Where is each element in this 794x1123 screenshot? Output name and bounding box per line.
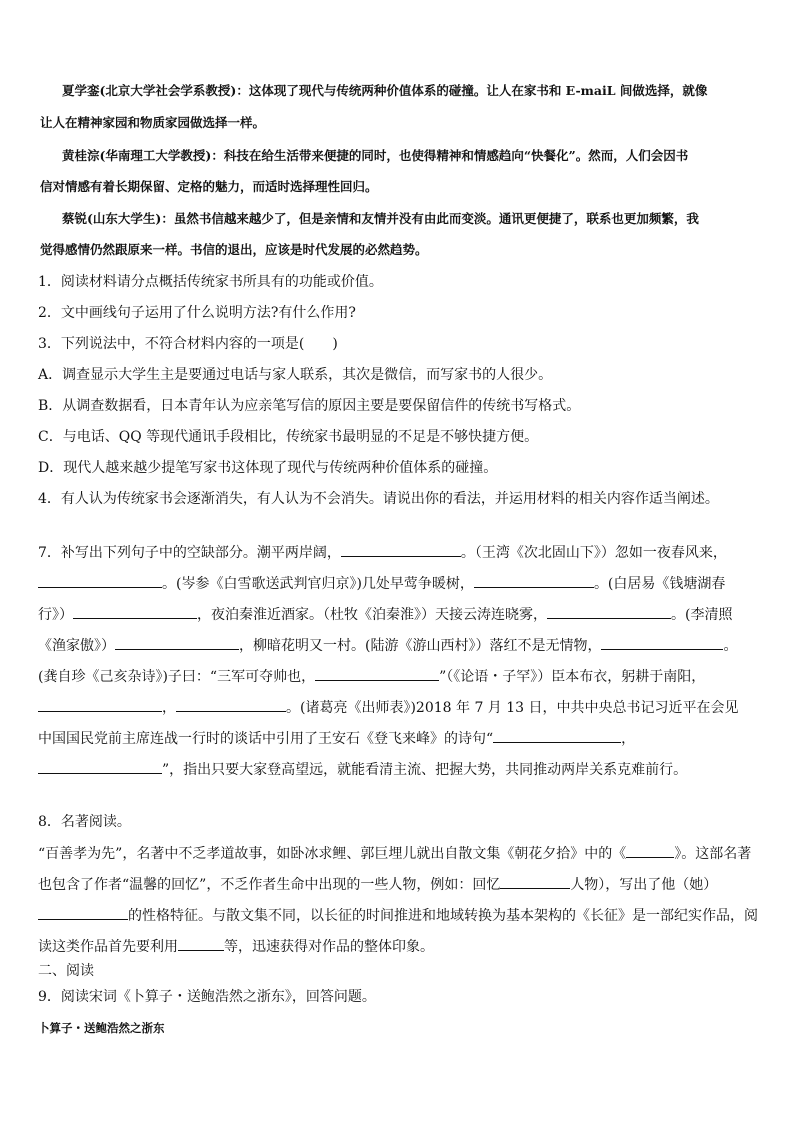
q7-line-8	[38, 760, 687, 779]
q7-text: 行》）	[38, 607, 73, 623]
q8-text: “百善孝为先”，名著中不乏孝道故事，如卧冰求鲤、郭巨埋儿就出自散文集《朝花夕拾》中的《	[38, 846, 627, 862]
q7-line-7	[38, 729, 635, 748]
q8-text: 等，迅速获得对作品的整体印象。	[224, 939, 434, 955]
answer-blank[interactable]	[115, 636, 239, 650]
answer-blank[interactable]	[178, 937, 224, 951]
answer-blank[interactable]	[38, 698, 162, 712]
answer-blank[interactable]	[38, 574, 162, 588]
answer-blank[interactable]	[474, 574, 594, 588]
quote-1-line-2: 让人在精神家园和物质家园做选择一样。	[40, 115, 266, 130]
q8-line-4	[38, 937, 434, 956]
q7-line-6	[38, 698, 739, 717]
quote-3-line-2: 觉得感情仍然跟原来一样。书信的退出，应该是时代发展的必然趋势。	[40, 242, 428, 257]
q8-text: 》。这部名著	[674, 846, 752, 862]
q7-text: 。(诸葛亮《出师表》)2018 年 7 月 13 日，中共中央总书记习近平在会见	[286, 700, 739, 716]
q7-text: 。	[723, 638, 738, 654]
q7-text: 《渔家傲》）	[38, 638, 115, 654]
answer-blank[interactable]	[315, 667, 439, 681]
quote-2-line-2: 信对情感有着长期保留、定格的魅力，而适时选择理性回归。	[40, 179, 378, 194]
answer-blank[interactable]	[73, 605, 197, 619]
q8-line-3	[38, 906, 758, 925]
question-1: 1．阅读材料请分点概括传统家书所具有的功能或价值。	[38, 274, 383, 290]
option-a: A．调查显示大学生主是要通过电话与家人联系，其次是微信，而写家书的人很少。	[38, 367, 553, 383]
q7-text: ，夜泊秦淮近酒家。（杜牧《泊秦淮》）天接云涛连晓雾，	[197, 607, 547, 623]
question-4: 4．有人认为传统家书会逐渐消失，有人认为不会消失。请说出你的看法，并运用材料的相关内容作适当阐述。	[38, 491, 719, 507]
q8-text: 的性格特征。与散文集不同，以长征的时间推进和地域转换为基本架构的《长征》是一部纪实作品，阅	[128, 908, 758, 924]
q7-text: ”，指出只要大家登高望远，就能看清主流、把握大势，共同推动两岸关系克难前行。	[162, 762, 688, 778]
q7-text: 。(李清照	[671, 607, 733, 623]
q7-line-5	[38, 667, 705, 686]
quote-1-line-1: 夏学銮(北京大学社会学系教授)：这体现了现代与传统两种价值体系的碰撞。让人在家书和 E-maiL 间做选择，就像	[62, 83, 708, 98]
q7-text: 。（王湾《次北固山下》）忽如一夜春风来，	[460, 545, 727, 561]
option-c: C．与电话、QQ 等现代通讯手段相比，传统家书最明显的不足是不够快捷方便。	[38, 429, 539, 445]
q7-line-2	[38, 574, 725, 593]
answer-blank[interactable]	[601, 636, 723, 650]
q8-text: 人物），写出了他（她）	[570, 877, 718, 893]
q7-text: 7．补写出下列句子中的空缺部分。潮平两岸阔，	[38, 545, 341, 561]
question-3: 3．下列说法中，不符合材料内容的一项是( )	[38, 336, 338, 352]
q8-title: 8．名著阅读。	[38, 814, 131, 830]
q7-text: 。(岑参《白雪歌送武判官归京》)几处早莺争暖树，	[162, 576, 474, 592]
answer-blank[interactable]	[547, 605, 671, 619]
quote-2-line-1: 黄桂淙(华南理工大学教授)：科技在给生活带来便捷的同时，也使得精神和情感趋向“快餐化”。然而，人们会因书	[62, 148, 689, 163]
question-9: 9．阅读宋词《卜算子・送鲍浩然之浙东》，回答问题。	[38, 989, 376, 1005]
q7-text: (龚自珍《己亥杂诗》)子曰：“三军可夺帅也，	[38, 669, 316, 685]
q7-line-3	[38, 605, 732, 624]
q7-text: ”（《论语・子罕》）臣本布衣，躬耕于南阳，	[439, 669, 706, 685]
option-b: B．从调查数据看，日本青年认为应亲笔写信的原因主要是要保留信件的传统书写格式。	[38, 398, 581, 414]
poem-title: 卜算子・送鲍浩然之浙东	[38, 1021, 165, 1035]
answer-blank[interactable]	[500, 875, 570, 889]
q7-text: 中国国民党前主席连战一行时的谈话中引用了王安石《登飞来峰》的诗句“	[38, 731, 494, 747]
option-d: D．现代人越来越少提笔写家书这体现了现代与传统两种价值体系的碰撞。	[38, 460, 498, 476]
q7-text: 。(白居易《钱塘湖春	[593, 576, 726, 592]
q8-line-2	[38, 875, 717, 894]
q8-text: 读这类作品首先要利用	[38, 939, 178, 955]
answer-blank[interactable]	[626, 844, 674, 858]
q7-text: ，	[162, 700, 176, 716]
section-heading: 二、阅读	[38, 963, 94, 979]
q7-line-1	[38, 543, 727, 562]
q7-line-4	[38, 636, 737, 655]
q7-text: ，柳暗花明又一村。(陆游《游山西村》）落红不是无情物，	[239, 638, 602, 654]
q8-line-1	[38, 844, 751, 863]
question-2: 2．文中画线句子运用了什么说明方法?有什么作用?	[38, 305, 356, 321]
answer-blank[interactable]	[493, 729, 621, 743]
answer-blank[interactable]	[341, 543, 461, 557]
answer-blank[interactable]	[38, 906, 128, 920]
q8-text: 也包含了作者“温馨的回忆”，不乏作者生命中出现的一些人物，例如：回忆	[38, 877, 501, 893]
answer-blank[interactable]	[38, 760, 162, 774]
answer-blank[interactable]	[176, 698, 286, 712]
q7-text: ，	[621, 731, 636, 747]
quote-3-line-1: 蔡锐(山东大学生)：虽然书信越来越少了，但是亲情和友情并没有由此而变淡。通讯更便捷了，联系也更加频繁，我	[62, 211, 699, 226]
